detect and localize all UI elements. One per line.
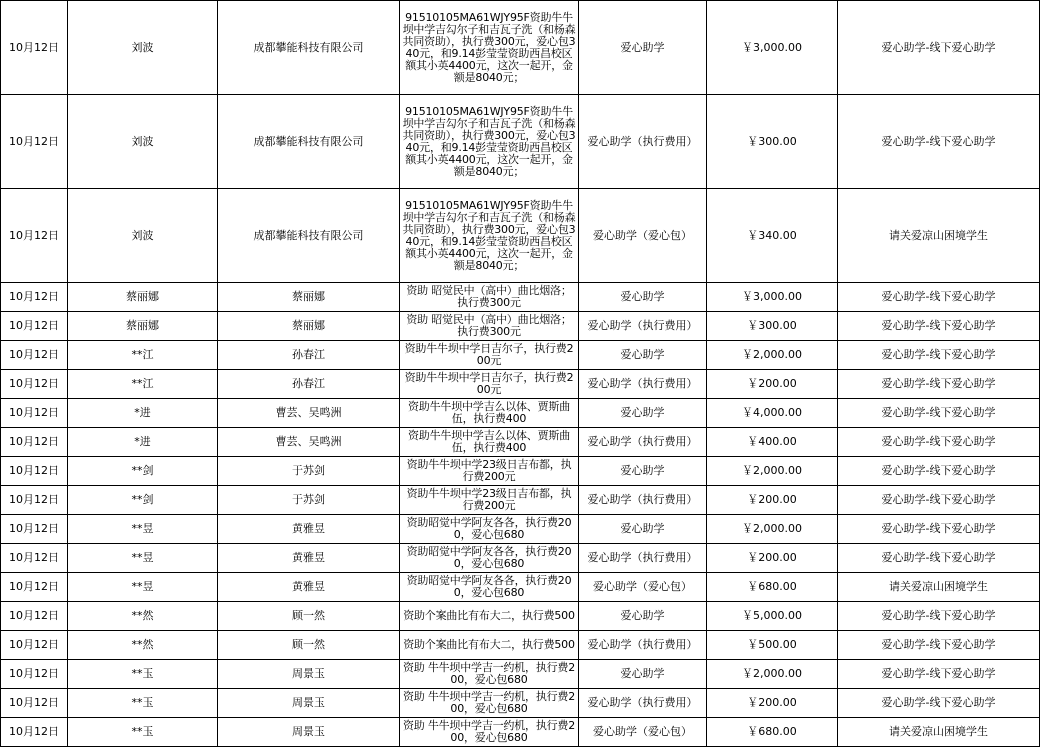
donor-cell: 刘波 (68, 1, 218, 95)
date-cell: 10月12日 (1, 283, 68, 312)
donor-cell: **剑 (68, 486, 218, 515)
category-cell: 爱心助学 (579, 457, 707, 486)
donor-cell: **剑 (68, 457, 218, 486)
date-cell: 10月12日 (1, 1, 68, 95)
amount-cell: ￥3,000.00 (707, 1, 838, 95)
name-cell: 孙春江 (218, 341, 400, 370)
category-cell: 爱心助学（执行费用） (579, 544, 707, 573)
name-cell: 周景玉 (218, 689, 400, 718)
table-row (1, 631, 1040, 660)
donor-cell: **昱 (68, 515, 218, 544)
purpose-cell: 资助牛牛坝中学23级日吉布都，执行费200元 (400, 457, 579, 486)
amount-cell: ￥200.00 (707, 689, 838, 718)
table-row (1, 283, 1040, 312)
table-row (1, 428, 1040, 457)
amount-cell: ￥680.00 (707, 718, 838, 747)
table-row (1, 486, 1040, 515)
date-cell: 10月12日 (1, 428, 68, 457)
purpose-cell: 91510105MA61WJY95F资助牛牛坝中学吉勾尔子和吉瓦子洗（和杨森共同资助），执行费300元，爱心包340元，和9.14彭莹莹资助西昌校区额其小英4400元，这次一起开，金额是8040元； (400, 95, 579, 189)
name-cell: 孙春江 (218, 370, 400, 399)
date-cell: 10月12日 (1, 189, 68, 283)
category-cell: 爱心助学 (579, 602, 707, 631)
donor-cell: **玉 (68, 689, 218, 718)
name-cell: 曹芸、吴鸣洲 (218, 428, 400, 457)
name-cell: 于苏剑 (218, 457, 400, 486)
donor-cell: *进 (68, 399, 218, 428)
table-row (1, 718, 1040, 747)
purpose-cell: 资助牛牛坝中学日吉尔子，执行费200元 (400, 370, 579, 399)
name-cell: 周景玉 (218, 660, 400, 689)
project-cell: 爱心助学-线下爱心助学 (838, 631, 1040, 660)
purpose-cell: 资助 昭觉民中（高中）曲比烟洛；执行费300元 (400, 312, 579, 341)
project-cell: 爱心助学-线下爱心助学 (838, 689, 1040, 718)
category-cell: 爱心助学（执行费用） (579, 95, 707, 189)
name-cell: 成都攀能科技有限公司 (218, 1, 400, 95)
name-cell: 曹芸、吴鸣洲 (218, 399, 400, 428)
category-cell: 爱心助学（爱心包） (579, 189, 707, 283)
donor-cell: 蔡丽娜 (68, 283, 218, 312)
amount-cell: ￥200.00 (707, 544, 838, 573)
project-cell: 请关爱凉山困境学生 (838, 189, 1040, 283)
name-cell: 黄雅昱 (218, 544, 400, 573)
donor-cell: 刘波 (68, 95, 218, 189)
amount-cell: ￥500.00 (707, 631, 838, 660)
date-cell: 10月12日 (1, 312, 68, 341)
purpose-cell: 资助牛牛坝中学23级日吉布都，执行费200元 (400, 486, 579, 515)
category-cell: 爱心助学 (579, 399, 707, 428)
date-cell: 10月12日 (1, 457, 68, 486)
donor-cell: **然 (68, 602, 218, 631)
amount-cell: ￥400.00 (707, 428, 838, 457)
project-cell: 爱心助学-线下爱心助学 (838, 660, 1040, 689)
project-cell: 爱心助学-线下爱心助学 (838, 312, 1040, 341)
donor-cell: **江 (68, 370, 218, 399)
amount-cell: ￥3,000.00 (707, 283, 838, 312)
category-cell: 爱心助学 (579, 283, 707, 312)
name-cell: 黄雅昱 (218, 515, 400, 544)
purpose-cell: 资助昭觉中学阿友各各，执行费200，爱心包680 (400, 573, 579, 602)
amount-cell: ￥5,000.00 (707, 602, 838, 631)
project-cell: 爱心助学-线下爱心助学 (838, 602, 1040, 631)
date-cell: 10月12日 (1, 370, 68, 399)
project-cell: 爱心助学-线下爱心助学 (838, 515, 1040, 544)
project-cell: 请关爱凉山困境学生 (838, 718, 1040, 747)
donor-cell: **昱 (68, 544, 218, 573)
date-cell: 10月12日 (1, 573, 68, 602)
name-cell: 成都攀能科技有限公司 (218, 95, 400, 189)
category-cell: 爱心助学 (579, 1, 707, 95)
date-cell: 10月12日 (1, 718, 68, 747)
amount-cell: ￥300.00 (707, 95, 838, 189)
name-cell: 顾一然 (218, 631, 400, 660)
donor-cell: **玉 (68, 718, 218, 747)
category-cell: 爱心助学（执行费用） (579, 428, 707, 457)
project-cell: 爱心助学-线下爱心助学 (838, 428, 1040, 457)
project-cell: 爱心助学-线下爱心助学 (838, 283, 1040, 312)
amount-cell: ￥2,000.00 (707, 341, 838, 370)
table-row (1, 544, 1040, 573)
table-body (1, 1, 1040, 747)
table-row (1, 370, 1040, 399)
donor-cell: **玉 (68, 660, 218, 689)
table-row (1, 189, 1040, 283)
category-cell: 爱心助学 (579, 660, 707, 689)
purpose-cell: 资助牛牛坝中学日吉尔子，执行费200元 (400, 341, 579, 370)
table-row (1, 312, 1040, 341)
purpose-cell: 资助 牛牛坝中学吉一约机，执行费200，爱心包680 (400, 660, 579, 689)
date-cell: 10月12日 (1, 631, 68, 660)
table-row (1, 399, 1040, 428)
name-cell: 于苏剑 (218, 486, 400, 515)
table-row (1, 1, 1040, 95)
donor-cell: *进 (68, 428, 218, 457)
name-cell: 顾一然 (218, 602, 400, 631)
date-cell: 10月12日 (1, 486, 68, 515)
purpose-cell: 资助昭觉中学阿友各各，执行费200，爱心包680 (400, 544, 579, 573)
name-cell: 蔡丽娜 (218, 283, 400, 312)
category-cell: 爱心助学（爱心包） (579, 573, 707, 602)
purpose-cell: 91510105MA61WJY95F资助牛牛坝中学吉勾尔子和吉瓦子洗（和杨森共同资助），执行费300元，爱心包340元，和9.14彭莹莹资助西昌校区额其小英4400元，这次一起开，金额是8040元； (400, 1, 579, 95)
date-cell: 10月12日 (1, 95, 68, 189)
category-cell: 爱心助学（执行费用） (579, 370, 707, 399)
table-row (1, 660, 1040, 689)
donor-cell: 蔡丽娜 (68, 312, 218, 341)
table-row (1, 341, 1040, 370)
purpose-cell: 资助昭觉中学阿友各各，执行费200，爱心包680 (400, 515, 579, 544)
project-cell: 爱心助学-线下爱心助学 (838, 457, 1040, 486)
project-cell: 爱心助学-线下爱心助学 (838, 370, 1040, 399)
table-row (1, 602, 1040, 631)
purpose-cell: 资助个案曲比有布大二，执行费500 (400, 602, 579, 631)
purpose-cell: 资助个案曲比有布大二，执行费500 (400, 631, 579, 660)
purpose-cell: 资助 牛牛坝中学吉一约机，执行费200，爱心包680 (400, 718, 579, 747)
name-cell: 蔡丽娜 (218, 312, 400, 341)
project-cell: 爱心助学-线下爱心助学 (838, 544, 1040, 573)
category-cell: 爱心助学（爱心包） (579, 718, 707, 747)
purpose-cell: 资助 牛牛坝中学吉一约机，执行费200，爱心包680 (400, 689, 579, 718)
purpose-cell: 资助牛牛坝中学吉么以体、贾斯曲伍，执行费400 (400, 399, 579, 428)
name-cell: 周景玉 (218, 718, 400, 747)
purpose-cell: 资助 昭觉民中（高中）曲比烟洛；执行费300元 (400, 283, 579, 312)
date-cell: 10月12日 (1, 515, 68, 544)
donor-cell: 刘波 (68, 189, 218, 283)
category-cell: 爱心助学（执行费用） (579, 312, 707, 341)
donor-cell: **昱 (68, 573, 218, 602)
date-cell: 10月12日 (1, 660, 68, 689)
date-cell: 10月12日 (1, 341, 68, 370)
amount-cell: ￥2,000.00 (707, 660, 838, 689)
amount-cell: ￥680.00 (707, 573, 838, 602)
category-cell: 爱心助学（执行费用） (579, 689, 707, 718)
table-row (1, 515, 1040, 544)
project-cell: 爱心助学-线下爱心助学 (838, 1, 1040, 95)
donor-cell: **江 (68, 341, 218, 370)
project-cell: 爱心助学-线下爱心助学 (838, 399, 1040, 428)
date-cell: 10月12日 (1, 689, 68, 718)
project-cell: 爱心助学-线下爱心助学 (838, 95, 1040, 189)
date-cell: 10月12日 (1, 544, 68, 573)
amount-cell: ￥300.00 (707, 312, 838, 341)
table-row (1, 573, 1040, 602)
project-cell: 爱心助学-线下爱心助学 (838, 341, 1040, 370)
category-cell: 爱心助学 (579, 341, 707, 370)
amount-cell: ￥200.00 (707, 370, 838, 399)
category-cell: 爱心助学（执行费用） (579, 631, 707, 660)
amount-cell: ￥200.00 (707, 486, 838, 515)
project-cell: 爱心助学-线下爱心助学 (838, 486, 1040, 515)
purpose-cell: 资助牛牛坝中学吉么以体、贾斯曲伍，执行费400 (400, 428, 579, 457)
amount-cell: ￥340.00 (707, 189, 838, 283)
table-row (1, 95, 1040, 189)
category-cell: 爱心助学（执行费用） (579, 486, 707, 515)
project-cell: 请关爱凉山困境学生 (838, 573, 1040, 602)
date-cell: 10月12日 (1, 602, 68, 631)
table-row (1, 689, 1040, 718)
table-row (1, 457, 1040, 486)
name-cell: 黄雅昱 (218, 573, 400, 602)
category-cell: 爱心助学 (579, 515, 707, 544)
amount-cell: ￥2,000.00 (707, 457, 838, 486)
date-cell: 10月12日 (1, 399, 68, 428)
purpose-cell: 91510105MA61WJY95F资助牛牛坝中学吉勾尔子和吉瓦子洗（和杨森共同资助），执行费300元，爱心包340元，和9.14彭莹莹资助西昌校区额其小英4400元，这次一起开，金额是8040元； (400, 189, 579, 283)
name-cell: 成都攀能科技有限公司 (218, 189, 400, 283)
amount-cell: ￥4,000.00 (707, 399, 838, 428)
donor-cell: **然 (68, 631, 218, 660)
amount-cell: ￥2,000.00 (707, 515, 838, 544)
